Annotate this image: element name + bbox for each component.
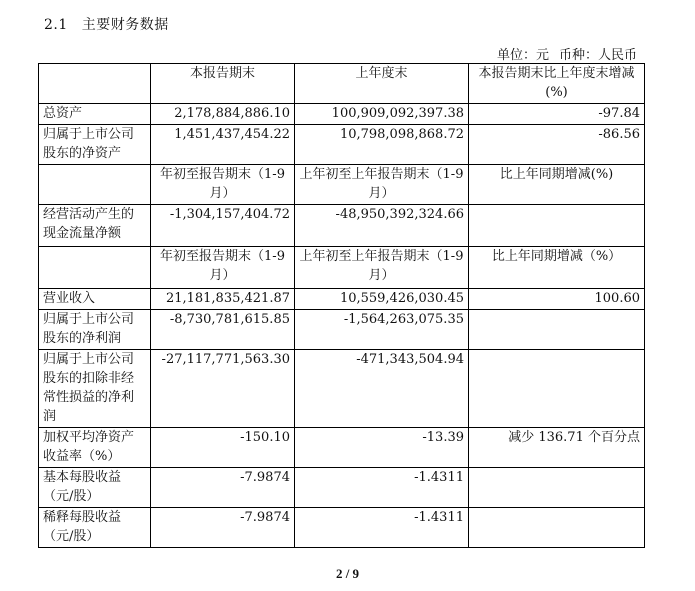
row-value-prior: 10,798,098,868.72 [295, 125, 469, 165]
table-row [39, 104, 645, 125]
section-title [44, 14, 169, 34]
row-value-change [469, 205, 645, 247]
row-value-current: 21,181,835,421.87 [151, 289, 295, 310]
section-heading: 主要财务数据 [81, 17, 169, 33]
header-prior-year-end: 上年度末 [295, 64, 469, 104]
row-value-current: 2,178,884,886.10 [151, 104, 295, 125]
row-label: 加权平均净资产收益率（%） [39, 428, 151, 468]
row-value-prior: -1,564,263,075.35 [295, 310, 469, 350]
row-value-current: -150.10 [151, 428, 295, 468]
table-row [39, 205, 645, 247]
table-row [39, 468, 645, 508]
row-label: 总资产 [39, 104, 151, 125]
row-value-prior: -471,343,504.94 [295, 350, 469, 428]
row-value-prior: -1.4311 [295, 468, 469, 508]
row-label: 稀释每股收益（元/股） [39, 508, 151, 548]
header-ytd: 年初至报告期末（1-9月） [151, 247, 295, 289]
header-blank-cell [39, 165, 151, 205]
table-row [39, 125, 645, 165]
row-label: 归属于上市公司股东的净资产 [39, 125, 151, 165]
table-header-row [39, 64, 645, 104]
row-value-current: -7.9874 [151, 508, 295, 548]
row-value-prior: -1.4311 [295, 508, 469, 548]
row-label: 经营活动产生的现金流量净额 [39, 205, 151, 247]
row-value-prior: -13.39 [295, 428, 469, 468]
header-ytd: 年初至报告期末（1-9月） [151, 165, 295, 205]
row-value-current: 1,451,437,454.22 [151, 125, 295, 165]
row-value-change: 100.60 [469, 289, 645, 310]
row-value-change [469, 350, 645, 428]
currency-label: 币种：人民币 [558, 48, 637, 63]
header-period-end: 本报告期末 [151, 64, 295, 104]
row-label: 归属于上市公司股东的净利润 [39, 310, 151, 350]
financial-data-table [38, 63, 645, 548]
row-value-current: -1,304,157,404.72 [151, 205, 295, 247]
row-value-current: -8,730,781,615.85 [151, 310, 295, 350]
table-row [39, 428, 645, 468]
row-value-change: -97.84 [469, 104, 645, 125]
row-value-current: -27,117,771,563.30 [151, 350, 295, 428]
unit-label: 单位：元 [496, 48, 549, 63]
header-prior-ytd: 上年初至上年报告期末（1-9月） [295, 165, 469, 205]
table-row [39, 350, 645, 428]
row-value-prior: -48,950,392,324.66 [295, 205, 469, 247]
page-number: 2 / 9 [335, 566, 360, 581]
row-label: 营业收入 [39, 289, 151, 310]
row-value-change: -86.56 [469, 125, 645, 165]
header-change-pct: 本报告期末比上年度末增减(%) [469, 64, 645, 104]
header-yoy-change: 比上年同期增减（%） [469, 247, 645, 289]
unit-line [497, 44, 637, 63]
table-row [39, 310, 645, 350]
row-value-current: -7.9874 [151, 468, 295, 508]
header-blank-cell [39, 64, 151, 104]
row-value-change [469, 508, 645, 548]
row-label: 归属于上市公司股东的扣除非经常性损益的净利润 [39, 350, 151, 428]
section-number: 2.1 [44, 17, 68, 33]
header-prior-ytd: 上年初至上年报告期末（1-9月） [295, 247, 469, 289]
table-subheader-row [39, 247, 645, 289]
header-blank-cell [39, 247, 151, 289]
header-yoy-change: 比上年同期增减(%) [469, 165, 645, 205]
row-value-change [469, 468, 645, 508]
table-subheader-row [39, 165, 645, 205]
row-value-change [469, 310, 645, 350]
row-value-prior: 10,559,426,030.45 [295, 289, 469, 310]
table-row [39, 289, 645, 310]
row-value-prior: 100,909,092,397.38 [295, 104, 469, 125]
row-value-change: 减少 136.71 个百分点 [469, 428, 645, 468]
table-row [39, 508, 645, 548]
row-label: 基本每股收益（元/股） [39, 468, 151, 508]
